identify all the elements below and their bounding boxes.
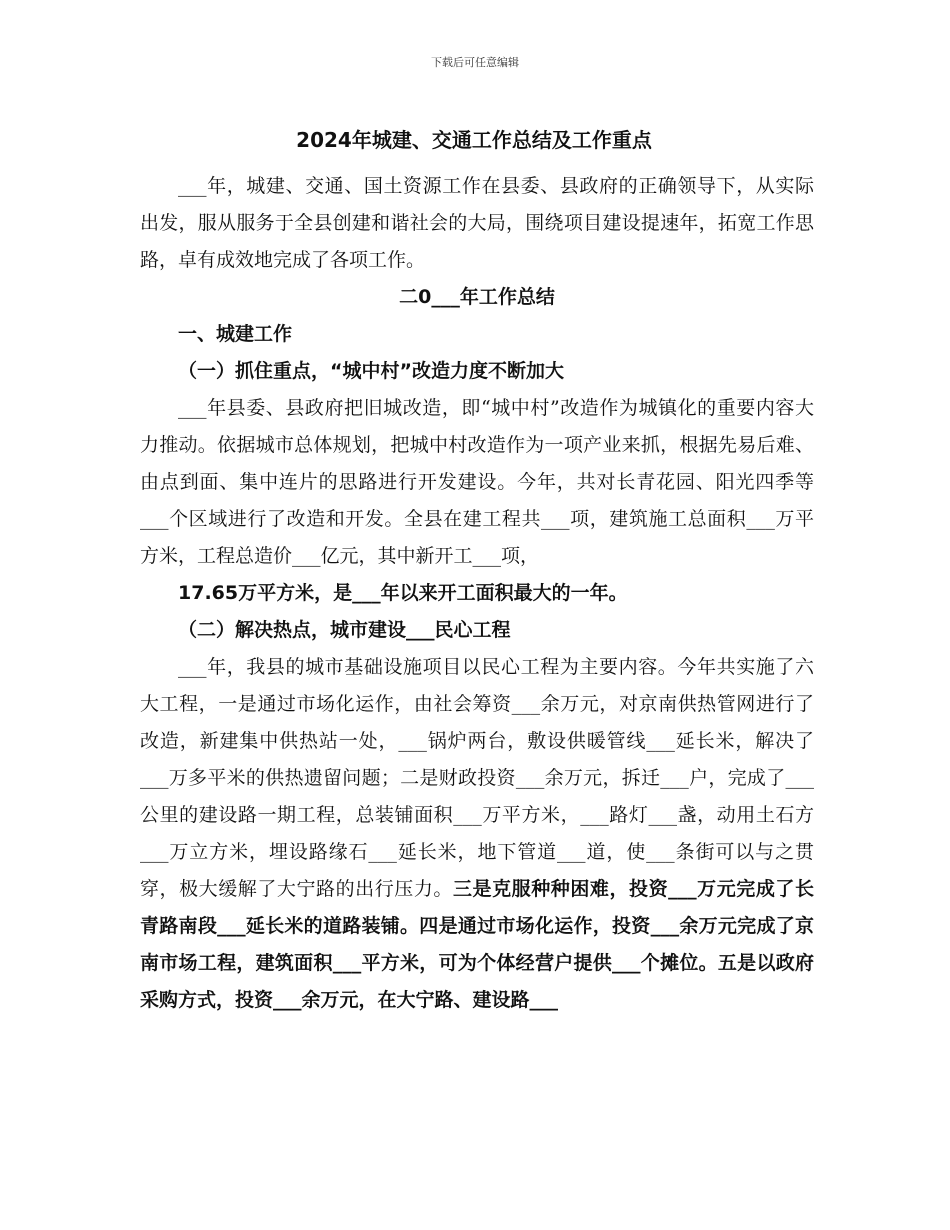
section-title: 二0___年工作总结 bbox=[399, 286, 555, 308]
heading-urban-construction: 一、城建工作 bbox=[178, 323, 293, 345]
header-note: 下载后可任意编辑 bbox=[431, 56, 519, 69]
document-body bbox=[140, 168, 814, 1019]
subheading-public-projects: （二）解决热点，城市建设___民心工程 bbox=[178, 619, 511, 641]
intro-paragraph: ___年，城建、交通、国土资源工作在县委、县政府的正确领导下，从实际出发，服从服务于全县创建和谐社会的大局，围绕项目建设提速年，拓宽工作思路，卓有成效地完成了各项工作。 bbox=[140, 175, 814, 271]
paragraph-construction-area: 17.65万平方米，是___年以来开工面积最大的一年。 bbox=[178, 582, 628, 604]
document-title: 2024年城建、交通工作总结及工作重点 bbox=[296, 128, 652, 152]
paragraph-infrastructure bbox=[140, 649, 814, 1019]
paragraph-renovation: ___年县委、县政府把旧城改造，即“城中村”改造作为城镇化的重要内容大力推动。依据城市总体规划，把城中村改造作为一项产业来抓，根据先易后难、由点到面、集中连片的思路进行开发建设。今年，共对长青花园、阳光四季等___个区域进行了改造和开发。全县在建工程共___项，建筑施工总面积___万平方米，工程总造价___亿元，其中新开工___项， bbox=[140, 397, 814, 567]
paragraph-infrastructure-regular: ___年，我县的城市基础设施项目以民心工程为主要内容。今年共实施了六大工程，一是通过市场化运作，由社会筹资___余万元，对京南供热管网进行了改造，新建集中供热站一处，___锅炉两台，敷设供暖管线___延长米，解决了___万多平米的供热遗留问题；二是财政投资___余万元，拆迁___户，完成了___公里的建设路一期工程，总装铺面积___万平方米，___路灯___盏，动用土石方___万立方米，埋设路缘石___延长米，地下管道___道，使___条街可以与之贯穿，极大缓解了大宁路的出行压力。 bbox=[140, 656, 814, 900]
paragraph-infrastructure-bold: 三是克服种种困难，投资___万元完成了长青路南段___延长米的道路装铺。四是通过市场化运作，投资___余万元完成了京南市场工程，建筑面积___平方米，可为个体经营户提供___个摊位。五是以政府采购方式，投资___余万元，在大宁路、建设路___ bbox=[140, 878, 814, 1011]
subheading-village-renovation: （一）抓住重点，“城中村”改造力度不断加大 bbox=[178, 360, 564, 382]
